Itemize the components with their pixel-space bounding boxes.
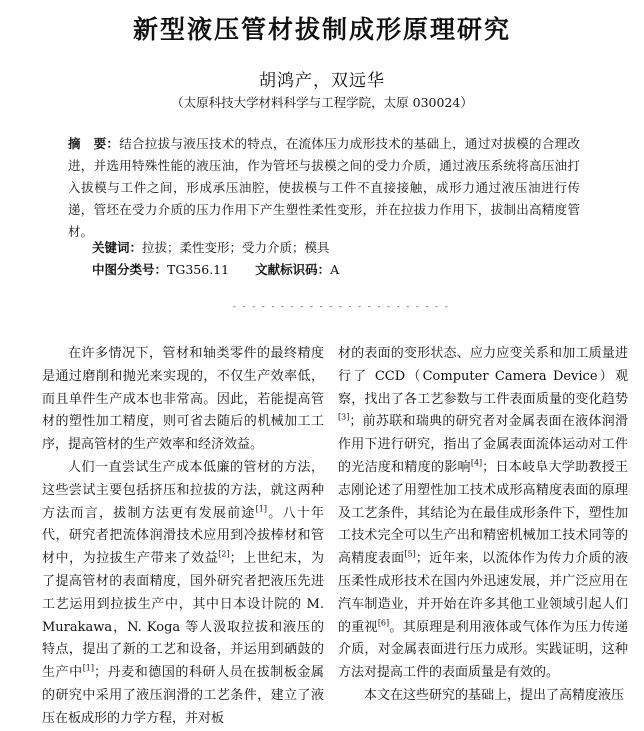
paragraph: 材的表面的变形状态、应力应变关系和加工质量进行了 CCD（Computer Camera Device）观察，找出了各工艺参数与工件表面质量的变化趋势[3]；前苏联和瑞典的研究者对金属表面在液体润滑作用下进行研究，指出了金属表面流体运动对工件的光洁度和精度的影响[4]；日本岐阜大学助教授王志刚论述了用塑性加工技术成形高精度表面的原理及工艺条件，其结论为在最佳成形条件下，塑性加工技术完全可以生产出和精密机械加工技术同等的高精度表面[5]；近年来，以流体作为传力介质的液压柔性成形技术在国内外迅速发展，并广泛应用在汽车制造业，并开始在许多其他工业领域引起人们的重视[6]。其原理是利用液体或气体作为压力传递介质，对金属表面进行压力成形。实践证明，这种方法对提高工件的表面质量是有效的。 xyxy=(338,346,628,681)
citation: [4] xyxy=(470,458,483,468)
author-list: 胡鸿产，双远华 xyxy=(259,71,385,91)
citation: [5] xyxy=(404,549,416,559)
paper-title: 新型液压管材拔制成形原理研究 xyxy=(132,15,511,44)
keywords-label: 关键词： xyxy=(92,240,143,255)
doc-code-value: A xyxy=(330,262,340,277)
citation: [2] xyxy=(218,549,230,559)
author-affiliation: （太原科技大学材料科学与工程学院，太原 030024） xyxy=(171,95,473,110)
paragraph: 本文在这些研究的基础上，提出了高精度液压 xyxy=(364,687,625,703)
citation: [1] xyxy=(82,663,95,673)
body-column-left xyxy=(42,343,324,731)
body-column-right xyxy=(338,343,628,708)
paragraph: 人们一直尝试生产成本低廉的管材的方法，这些尝试主要包括挤压和拉拔的方法，就这两种方法而言，拔制方法更有发展前途[1]。八十年代，研究者把流体润滑技术应用到冷拔棒材和管材中，为拉拔生产带来了效益[2]；上世纪末，为了提高管材的表面精度，国外研究者把液压先进工艺运用到拉拔生产中，其中日本设计院的 M. Murakawa，N. Koga 等人汲取拉拔和液压的特点，提出了新的工艺和设备，并运用到硒鼓的生产中[1]；丹麦和德国的科研人员在拔制板金属的研究中采用了液压润滑的工艺条件，建立了液压在板成形的力学方程，并对板 xyxy=(42,459,324,726)
citation: [6] xyxy=(377,618,390,628)
clc-value: TG356.11 xyxy=(167,262,230,277)
abstract xyxy=(68,133,580,243)
clc-label: 中图分类号： xyxy=(92,262,168,277)
doc-code-label: 文献标识码： xyxy=(255,262,331,277)
paragraph: 在许多情况下，管材和轴类零件的最终精度是通过磨削和抛光来实现的，不仅生产效率低，而且单件生产成本也非常高。因此，若能提高管材的塑性加工精度，则可省去随后的机械加工工序，提高管材的生产效率和经济效益。 xyxy=(42,346,324,453)
classification-line xyxy=(92,259,582,281)
section-divider: - - - - - - - - - - - - - - - - - - - - - - - xyxy=(232,302,449,311)
keywords-text: 拉拔；柔性变形；受力介质；模具 xyxy=(142,240,330,255)
citation: [1] xyxy=(255,504,267,514)
citation: [3] xyxy=(338,413,350,423)
abstract-text: 结合拉拔与液压技术的特点，在流体压力成形技术的基础上，通过对拔模的合理改进，并选用特殊性能的液压油，作为管坯与拔模之间的受力介质，通过液压系统将高压油打入拔模与工件之间，形成承压油腔，使拔模与工件不直接接触，成形力通过液压油进行传递，管坯在受力介质的压力作用下产生塑性柔性变形，并在拉拔力作用下，拔制出高精度管材。 xyxy=(68,136,580,239)
abstract-label: 摘 要： xyxy=(68,136,120,151)
keywords xyxy=(92,237,582,259)
